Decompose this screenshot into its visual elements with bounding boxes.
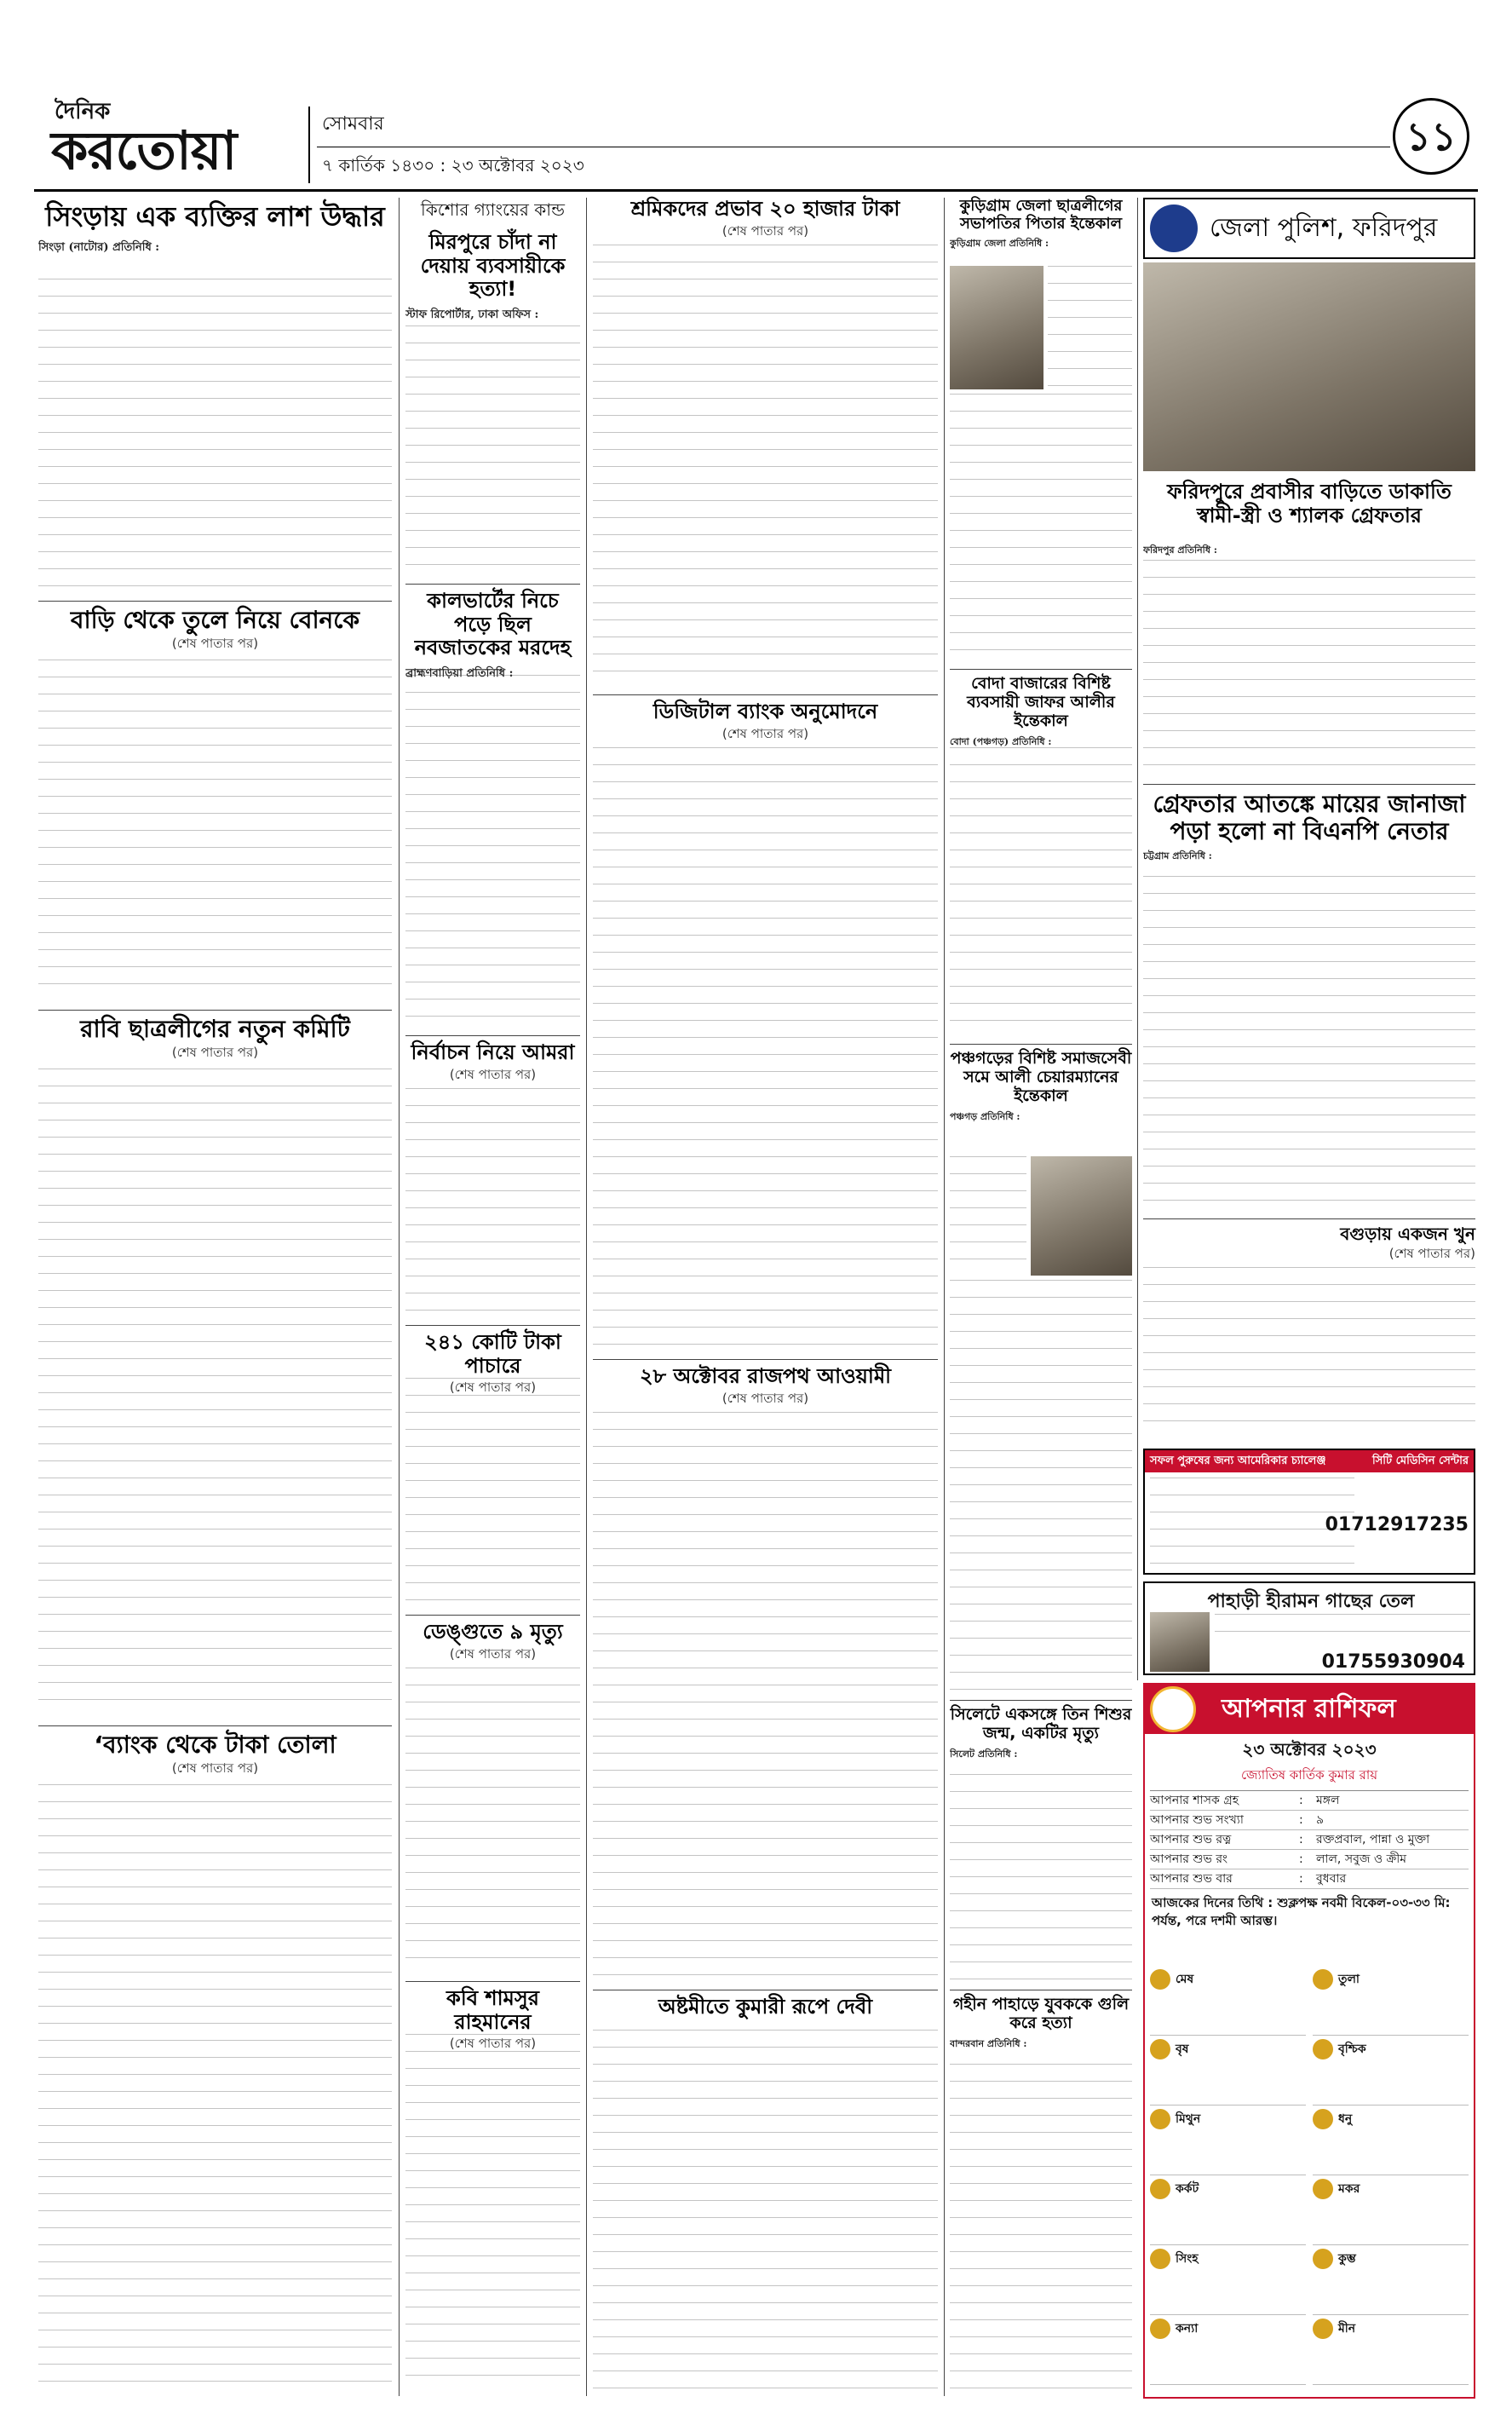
leo-icon bbox=[1150, 2249, 1170, 2269]
continued-label: (শেষ পাতার পর) bbox=[171, 636, 259, 652]
continued-label: (শেষ পাতার পর) bbox=[449, 1066, 537, 1082]
zodiac-wheel-icon bbox=[1150, 1686, 1196, 1732]
horoscope-row: আপনার শুভ রং : লাল, সবুজ ও ক্রীম bbox=[1150, 1850, 1469, 1869]
headline: ২৪১ কোটি টাকা পাচারে bbox=[424, 1330, 561, 1378]
zodiac-item bbox=[1313, 2036, 1469, 2106]
portrait-photo bbox=[950, 266, 1043, 389]
article-kumari-puja bbox=[593, 1996, 938, 2396]
byline: সিংড়া (নাটোর) প্রতিনিধি : bbox=[38, 240, 160, 254]
zodiac-grid bbox=[1150, 1966, 1469, 2392]
zodiac-item bbox=[1150, 2175, 1306, 2245]
zodiac-item bbox=[1150, 2036, 1306, 2106]
zodiac-item bbox=[1150, 2315, 1306, 2385]
article-rule bbox=[1143, 784, 1475, 785]
article-rule bbox=[405, 1325, 580, 1326]
article-body bbox=[593, 2030, 938, 2392]
article-newborn-body bbox=[405, 590, 580, 1033]
article-body bbox=[1143, 560, 1475, 777]
article-body bbox=[405, 1088, 580, 1318]
article-rule bbox=[593, 1359, 938, 1360]
article-body bbox=[405, 1378, 580, 1608]
aquarius-icon bbox=[1313, 2249, 1333, 2269]
headline: বাড়ি থেকে তুলে নিয়ে বোনকে bbox=[70, 606, 360, 634]
ad-brand: সিটি মেডিসিন সেন্টার bbox=[1371, 1454, 1469, 1467]
masthead-day: সোমবার bbox=[322, 113, 384, 135]
ad-title: পাহাড়ী হীরামন গাছের তেল bbox=[1207, 1591, 1415, 1612]
ad-body bbox=[1150, 1478, 1354, 1570]
ad-phone: 01755930904 bbox=[1321, 1651, 1465, 1673]
ad-hiramon-oil bbox=[1143, 1581, 1475, 1675]
zodiac-item bbox=[1313, 2106, 1469, 2175]
article-body bbox=[1143, 1267, 1475, 1437]
horoscope-tithi: আজকের দিনের তিথি : শুক্লপক্ষ নবমী বিকেল-০৩-৩৩ মি: পর্যন্ত, পরে দশমী আরম্ভ। bbox=[1152, 1895, 1451, 1928]
article-rule bbox=[405, 1035, 580, 1036]
masthead-rule bbox=[34, 189, 1478, 192]
continued-label: (শেষ পাতার পর) bbox=[449, 2036, 537, 2052]
byline: ব্রাহ্মণবাড়িয়া প্রতিনিধি : bbox=[405, 666, 514, 680]
horoscope-header bbox=[1145, 1685, 1474, 1734]
article-sylhet-triplets bbox=[950, 1706, 1132, 1987]
article-body bbox=[405, 2034, 580, 2392]
sign-name: মিথুন bbox=[1176, 2112, 1201, 2126]
article-rule bbox=[950, 1700, 1132, 1701]
article-body-cont bbox=[950, 394, 1132, 662]
article-body bbox=[405, 675, 580, 1028]
byline: স্টাফ রিপোর্টার, ঢাকা অফিস : bbox=[405, 308, 539, 321]
headline: কুড়িগ্রাম জেলা ছাত্রলীগের সভাপতির পিতার ইন্তেকাল bbox=[959, 197, 1123, 233]
sign-name: বৃশ্চিক bbox=[1338, 2042, 1366, 2056]
article-rule bbox=[38, 1010, 392, 1011]
article-body bbox=[38, 1069, 392, 1716]
row-label: আপনার শুভ সংখ্যা bbox=[1150, 1813, 1244, 1827]
zodiac-item bbox=[1150, 2106, 1306, 2175]
sign-name: মেষ bbox=[1176, 1973, 1194, 1986]
article-body bbox=[593, 1412, 938, 1983]
column-rule-3 bbox=[944, 198, 945, 2396]
article-241-crore bbox=[405, 1331, 580, 1612]
article-bandarban-shooting bbox=[950, 1996, 1132, 2396]
byline: বোদা (পঞ্চগড়) প্রতিনিধি : bbox=[950, 735, 1052, 747]
ad-body bbox=[1215, 1614, 1470, 1648]
headline: পঞ্চগড়ের বিশিষ্ট সমাজসেবী সমে আলী চেয়ারম্যানের ইন্তেকাল bbox=[950, 1049, 1132, 1105]
byline: পঞ্চগড় প্রতিনিধি : bbox=[950, 1110, 1020, 1122]
sign-name: কুম্ভ bbox=[1338, 2252, 1356, 2266]
article-chattogram-janaza bbox=[1143, 791, 1475, 1217]
ad-phone: 01712917235 bbox=[1325, 1514, 1469, 1535]
headline: মিরপুরে চাঁদা না দেয়ায় ব্যবসায়ীকে হত্যা! bbox=[420, 230, 566, 302]
byline: চট্টগ্রাম প্রতিনিধি : bbox=[1143, 850, 1212, 862]
continued-label: (শেষ পাতার পর) bbox=[1388, 1246, 1475, 1261]
byline: বান্দরবান প্রতিনিধি : bbox=[950, 2037, 1027, 2049]
byline: ফরিদপুর প্রতিনিধি : bbox=[1143, 544, 1217, 556]
article-sister-abducted bbox=[38, 607, 392, 1007]
article-panchagarh-obituary bbox=[950, 1050, 1132, 1697]
zodiac-item bbox=[1150, 2245, 1306, 2315]
libra-icon bbox=[1313, 1969, 1333, 1990]
sign-name: কন্যা bbox=[1176, 2322, 1199, 2336]
article-faridpur-robbery bbox=[1143, 198, 1475, 781]
article-body bbox=[950, 1156, 1026, 1276]
byline: সিলেট প্রতিনিধি : bbox=[950, 1748, 1018, 1760]
sign-name: মীন bbox=[1338, 2322, 1356, 2336]
horoscope-row: আপনার শুভ বার : বুধবার bbox=[1150, 1869, 1469, 1889]
row-value: রক্তপ্রবাল, পান্না ও মুক্তা bbox=[1316, 1833, 1430, 1846]
logo-big: করতোয়া bbox=[51, 119, 237, 181]
virgo-icon bbox=[1150, 2319, 1170, 2339]
article-rule bbox=[38, 1725, 392, 1726]
article-workers-20000 bbox=[593, 198, 938, 692]
article-body bbox=[38, 660, 392, 1000]
article-body bbox=[405, 1668, 580, 1974]
article-body bbox=[950, 1774, 1132, 1983]
headline: বোদা বাজারের বিশিষ্ট ব্যবসায়ী জাফর আলীর ইন্তেকাল bbox=[967, 674, 1115, 730]
continued-label: (শেষ পাতার পর) bbox=[722, 1390, 809, 1406]
article-rule bbox=[405, 584, 580, 585]
horoscope-row: আপনার শুভ সংখ্যা : ৯ bbox=[1150, 1811, 1469, 1830]
kicker: কিশোর গ্যাংয়ের কান্ড bbox=[421, 199, 565, 220]
headline: শ্রমিকদের প্রভাব ২০ হাজার টাকা bbox=[630, 197, 900, 221]
article-rule bbox=[950, 1044, 1132, 1045]
police-badge-icon bbox=[1150, 205, 1198, 252]
ad-city-medicine bbox=[1143, 1449, 1475, 1575]
column-rule-1 bbox=[399, 198, 400, 2396]
sign-name: তুলা bbox=[1338, 1973, 1360, 1986]
continued-label: (শেষ পাতার পর) bbox=[171, 1760, 259, 1777]
sign-name: ধনু bbox=[1338, 2112, 1353, 2126]
article-shamsur-rahman bbox=[405, 1987, 580, 2396]
continued-label: (শেষ পাতার পর) bbox=[722, 725, 809, 741]
headline: নির্বাচন নিয়ে আমরা bbox=[411, 1040, 575, 1064]
scorpio-icon bbox=[1313, 2039, 1333, 2059]
page-number: ১১ bbox=[1393, 98, 1469, 175]
horoscope-date: ২৩ অক্টোবর ২০২৩ bbox=[1242, 1739, 1377, 1760]
article-body bbox=[1048, 266, 1132, 389]
headline: গ্রেফতার আতঙ্কে মায়ের জানাজা পড়া হলো না বিএনপি নেতার bbox=[1153, 790, 1466, 846]
article-rabi-chhatraleague bbox=[38, 1016, 392, 1723]
article-body-cont bbox=[950, 1280, 1132, 1693]
article-rule bbox=[950, 669, 1132, 670]
police-banner bbox=[1143, 198, 1475, 259]
horoscope-title: আপনার রাশিফল bbox=[1222, 1693, 1396, 1724]
banner-text: জেলা পুলিশ, ফরিদপুর bbox=[1210, 212, 1438, 243]
headline: সিংড়ায় এক ব্যক্তির লাশ উদ্ধার bbox=[45, 200, 385, 233]
article-body bbox=[950, 747, 1132, 1037]
headline: ফরিদপুরে প্রবাসীর বাড়িতে ডাকাতি স্বামী-স্ত্রী ও শ্যালক গ্রেফতার bbox=[1167, 480, 1452, 527]
horoscope-row: আপনার শুভ রত্ন : রক্তপ্রবাল, পান্না ও মুক্তা bbox=[1150, 1830, 1469, 1850]
horoscope-author: জ্যোতিষ কার্তিক কুমার রায় bbox=[1240, 1767, 1378, 1783]
article-rule bbox=[405, 1981, 580, 1982]
article-rule bbox=[1143, 1218, 1475, 1219]
zodiac-item bbox=[1313, 2245, 1469, 2315]
row-label: আপনার শুভ রত্ন bbox=[1150, 1833, 1232, 1846]
sign-name: মকর bbox=[1338, 2182, 1360, 2196]
headline: কবি শামসুর রাহমানের bbox=[446, 1986, 539, 2034]
headline: রাবি ছাত্রলীগের নতুন কমিটি bbox=[80, 1015, 350, 1043]
article-boda-obituary bbox=[950, 675, 1132, 1041]
masthead-date: ৭ কার্তিক ১৪৩০ : ২৩ অক্টোবর ২০২৩ bbox=[322, 155, 584, 176]
ad-title-bar bbox=[1145, 1450, 1474, 1472]
article-election bbox=[405, 1041, 580, 1322]
row-value: বুধবার bbox=[1316, 1872, 1347, 1886]
ad-photo bbox=[1150, 1612, 1210, 1672]
continued-label: (শেষ পাতার পর) bbox=[722, 222, 809, 239]
article-kurigram-obituary bbox=[950, 198, 1132, 666]
masthead bbox=[0, 0, 1512, 192]
article-rule bbox=[593, 694, 938, 695]
article-dengue bbox=[405, 1621, 580, 1979]
zodiac-item bbox=[1313, 1966, 1469, 2036]
gemini-icon bbox=[1150, 2109, 1170, 2129]
logo-small: দৈনিক bbox=[55, 99, 111, 124]
row-label: আপনার শাসক গ্রহ bbox=[1150, 1794, 1239, 1807]
sign-name: কর্কট bbox=[1176, 2182, 1199, 2196]
continued-label: (শেষ পাতার পর) bbox=[449, 1645, 537, 1662]
headline: অষ্টমীতে কুমারী রূপে দেবী bbox=[658, 1995, 873, 2019]
article-singra bbox=[38, 198, 392, 598]
sign-name: সিংহ bbox=[1176, 2252, 1199, 2266]
sagittarius-icon bbox=[1313, 2109, 1333, 2129]
article-body bbox=[593, 245, 938, 688]
article-body bbox=[38, 1784, 392, 2389]
cancer-icon bbox=[1150, 2179, 1170, 2199]
capricorn-icon bbox=[1313, 2179, 1333, 2199]
row-value: মঙ্গল bbox=[1316, 1794, 1340, 1807]
article-awami-league bbox=[593, 1365, 938, 1987]
article-body bbox=[38, 279, 392, 590]
zodiac-item bbox=[1313, 2175, 1469, 2245]
headline: বগুড়ায় একজন খুন bbox=[1340, 1224, 1475, 1244]
horoscope-section bbox=[1143, 1683, 1475, 2399]
headline: সিলেটে একসঙ্গে তিন শিশুর জন্ম, একটির মৃত্যু bbox=[950, 1705, 1132, 1743]
row-value: ৯ bbox=[1316, 1813, 1325, 1827]
aries-icon bbox=[1150, 1969, 1170, 1990]
horoscope-row: আপনার শাসক গ্রহ : মঙ্গল bbox=[1150, 1791, 1469, 1811]
article-body bbox=[1143, 876, 1475, 1213]
masthead-divider bbox=[308, 107, 310, 183]
article-body bbox=[593, 747, 938, 1352]
column-rule-2 bbox=[586, 198, 587, 2396]
row-value: লাল, সবুজ ও ক্রীম bbox=[1316, 1852, 1407, 1866]
headline: গহীন পাহাড়ে যুবককে গুলি করে হত্যা bbox=[952, 1995, 1130, 2032]
article-digital-bank bbox=[593, 700, 938, 1357]
headline: কালভার্টের নিচে পড়ে ছিল নবজাতকের মরদেহ bbox=[414, 589, 572, 660]
byline: কুড়িগ্রাম জেলা প্রতিনিধি : bbox=[950, 238, 1049, 250]
sign-name: বৃষ bbox=[1176, 2042, 1189, 2056]
headline: ‘ব্যাংক থেকে টাকা তোলা bbox=[94, 1731, 336, 1759]
pisces-icon bbox=[1313, 2319, 1333, 2339]
horoscope-table bbox=[1150, 1790, 1469, 1889]
column-rule-4 bbox=[1137, 198, 1138, 1680]
article-rule bbox=[38, 601, 392, 602]
suspects-photo bbox=[1143, 262, 1475, 471]
article-mirpur-murder bbox=[405, 198, 580, 581]
row-label: আপনার শুভ রং bbox=[1150, 1852, 1228, 1866]
row-label: আপনার শুভ বার bbox=[1150, 1872, 1233, 1886]
taurus-icon bbox=[1150, 2039, 1170, 2059]
continued-label: (শেষ পাতার পর) bbox=[171, 1045, 259, 1061]
masthead-logo bbox=[51, 94, 298, 187]
article-rule bbox=[405, 1615, 580, 1616]
ad-title: সফল পুরুষের জন্য আমেরিকার চ্যালেঞ্জ bbox=[1150, 1454, 1326, 1467]
headline: ২৮ অক্টোবর রাজপথ আওয়ামী bbox=[639, 1364, 892, 1388]
portrait-photo bbox=[1031, 1156, 1132, 1276]
continued-label: (শেষ পাতার পর) bbox=[449, 1380, 537, 1396]
zodiac-item bbox=[1150, 1966, 1306, 2036]
headline: ডিজিটাল ব্যাংক অনুমোদনে bbox=[653, 700, 878, 723]
headline: ডেঙ্গুতে ৯ মৃত্যু bbox=[423, 1620, 563, 1644]
article-bogura-murder bbox=[1143, 1224, 1475, 1442]
article-body bbox=[405, 325, 580, 577]
article-body bbox=[950, 2064, 1132, 2392]
zodiac-item bbox=[1313, 2315, 1469, 2385]
article-bank-withdraw bbox=[38, 1731, 392, 2396]
